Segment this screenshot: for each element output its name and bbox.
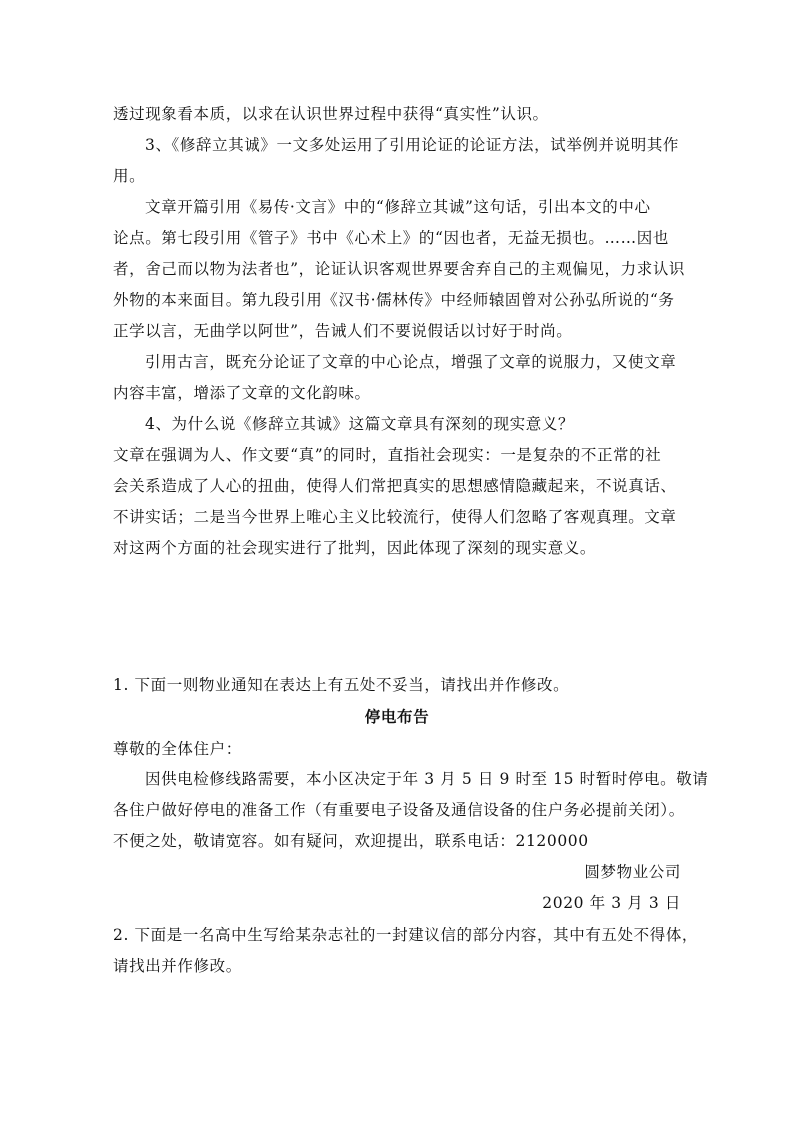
text-line: 引用古言，既充分论证了文章的中心论点，增强了文章的说服力，又使文章 <box>145 353 677 371</box>
text-line: 文章在强调为人、作文要“真”的同时，直指社会现实：一是复杂的不正常的社 <box>113 446 662 464</box>
text-line: 用。 <box>113 167 146 185</box>
text-line: 论点。第七段引用《管子》书中《心术上》的“因也者，无益无损也。……因也 <box>113 229 669 247</box>
question-2-prompt-cont: 请找出并作修改。 <box>113 957 242 975</box>
question-3-line: 3、《修辞立其诚》一文多处运用了引用论证的论证方法，试举例并说明其作 <box>145 136 680 154</box>
text-line: 者，舍己而以物为法者也”，论证认识客观世界要舍弃自己的主观偏见，力求认识 <box>113 260 686 278</box>
notice-date: 2020 年 3 月 3 日 <box>542 894 681 912</box>
text-line: 外物的本来面目。第九段引用《汉书·儒林传》中经师辕固曾对公孙弘所说的“务 <box>113 291 675 309</box>
notice-signature: 圆梦物业公司 <box>584 863 681 881</box>
text-line: 对这两个方面的社会现实进行了批判，因此体现了深刻的现实意义。 <box>113 539 597 557</box>
question-4-line: 4、为什么说《修辞立其诚》这篇文章具有深刻的现实意义？ <box>145 415 575 433</box>
text-line: 不讲实话；二是当今世界上唯心主义比较流行，使得人们忽略了客观真理。文章 <box>113 508 677 526</box>
question-1-prompt: 1. 下面一则物业通知在表达上有五处不妥当，请找出并作修改。 <box>113 676 570 694</box>
question-2-prompt: 2. 下面是一名高中生写给某杂志社的一封建议信的部分内容，其中有五处不得体， <box>113 926 699 944</box>
text-line: 文章开篇引用《易传·文言》中的“修辞立其诚”这句话，引出本文的中心 <box>145 198 651 216</box>
text-line: 透过现象看本质，以求在认识世界过程中获得“真实性”认识。 <box>113 105 549 123</box>
text-line: 内容丰富，增添了文章的文化韵味。 <box>113 384 371 402</box>
text-line: 正学以言，无曲学以阿世”，告诫人们不要说假话以讨好于时尚。 <box>113 322 573 340</box>
notice-title: 停电布告 <box>364 707 430 726</box>
notice-body-line: 不便之处，敬请宽容。如有疑问，欢迎提出，联系电话：2120000 <box>113 832 589 850</box>
notice-body-line: 因供电检修线路需要，本小区决定于年 3 月 5 日 9 时至 15 时暂时停电。敬请 <box>145 770 709 788</box>
notice-body-line: 各住户做好停电的准备工作（有重要电子设备及通信设备的住户务必提前关闭）。 <box>113 801 685 819</box>
text-line: 会关系造成了人心的扭曲，使得人们常把真实的思想感情隐藏起来，不说真话、 <box>113 477 677 495</box>
notice-salutation: 尊敬的全体住户： <box>113 740 242 758</box>
